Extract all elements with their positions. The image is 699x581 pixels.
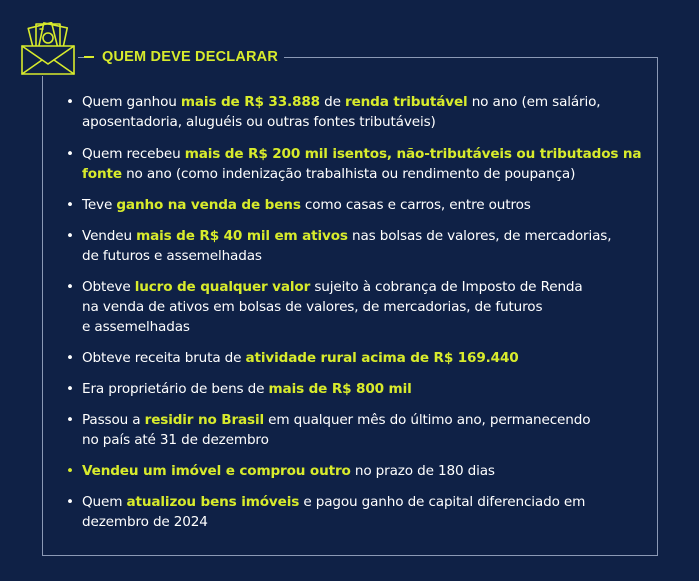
bullet-icon: • [66, 494, 74, 510]
highlight-text: mais de R$ 33.888 [180, 94, 320, 110]
item-text: Passou a [82, 412, 145, 428]
list-item-line [82, 144, 646, 164]
bullet-icon: • [66, 463, 74, 479]
highlight-text: lucro de qualquer valor [134, 279, 311, 295]
item-text: de futuros e assemelhadas [82, 248, 262, 264]
list-item-line [82, 512, 646, 532]
list-item [66, 277, 646, 337]
item-text: e assemelhadas [82, 319, 190, 335]
list-item-line [82, 277, 646, 297]
bullet-icon: • [66, 197, 74, 213]
bullet-icon: • [66, 94, 74, 110]
item-text: Teve [82, 197, 117, 213]
list-item-line [82, 430, 646, 450]
list-item-line [82, 195, 646, 215]
money-envelope-icon [18, 22, 78, 76]
item-text: Quem [82, 494, 127, 510]
item-text: Quem recebeu [82, 146, 185, 162]
list-item [66, 144, 646, 184]
item-text: Quem ganhou [82, 94, 181, 110]
highlight-text: residir no Brasil [144, 412, 264, 428]
list-item [66, 92, 646, 132]
item-text: nas bolsas de valores, de mercadorias, [347, 228, 612, 244]
item-text: como casas e carros, entre outros [300, 197, 531, 213]
header-dash [84, 56, 94, 58]
list-item-line [82, 410, 646, 430]
highlight-text: mais de R$ 800 mil [268, 381, 412, 397]
list-item [66, 410, 646, 450]
list-item-line [82, 246, 646, 266]
list-item-line [82, 297, 646, 317]
bullet-icon: • [66, 279, 74, 295]
highlight-text: atualizou bens imóveis [126, 494, 300, 510]
list-item-line [82, 461, 646, 481]
section-title: QUEM DEVE DECLARAR [102, 49, 278, 65]
list-item [66, 226, 646, 266]
list-item [66, 195, 646, 215]
highlight-text: fonte [82, 166, 122, 182]
bullet-icon: • [66, 228, 74, 244]
list-item [66, 379, 646, 399]
bullet-icon: • [66, 350, 74, 366]
item-text: Vendeu [82, 228, 137, 244]
bullet-icon: • [66, 412, 74, 428]
item-text: e pagou ganho de capital diferenciado em [299, 494, 586, 510]
section-header [84, 46, 284, 68]
highlight-text: Vendeu um imóvel e comprou outro [82, 463, 351, 479]
list-item [66, 461, 646, 481]
item-text: Obteve [82, 279, 135, 295]
list-item-line [82, 226, 646, 246]
requirements-list [66, 92, 646, 532]
list-item-line [82, 492, 646, 512]
item-text: de [319, 94, 346, 110]
highlight-text: atividade rural acima de R$ 169.440 [245, 350, 519, 366]
list-item-line [82, 164, 646, 184]
item-text: no ano (em salário, [467, 94, 601, 110]
item-text: sujeito à cobrança de Imposto de Renda [310, 279, 583, 295]
item-text: no ano (como indenização trabalhista ou rendimento de poupança) [121, 166, 576, 182]
item-text: na venda de ativos em bolsas de valores, de mercadorias, de futuros [82, 299, 543, 315]
item-text: dezembro de 2024 [82, 514, 208, 530]
item-text: aposentadoria, aluguéis ou outras fontes tributáveis) [82, 114, 436, 130]
highlight-text: ganho na venda de bens [116, 197, 301, 213]
list-item-line [82, 379, 646, 399]
item-text: Era proprietário de bens de [82, 381, 269, 397]
bullet-icon: • [66, 381, 74, 397]
highlight-text: mais de R$ 200 mil isentos, não-tributáveis ou tributados na [184, 146, 642, 162]
bullet-icon: • [66, 146, 74, 162]
item-text: no país até 31 de dezembro [82, 432, 269, 448]
list-item [66, 492, 646, 532]
list-item-line [82, 348, 646, 368]
highlight-text: mais de R$ 40 mil em ativos [136, 228, 348, 244]
list-item-line [82, 112, 646, 132]
item-text: em qualquer mês do último ano, permanecendo [264, 412, 591, 428]
list-item-line [82, 92, 646, 112]
item-text: no prazo de 180 dias [350, 463, 495, 479]
list-item [66, 348, 646, 368]
item-text: Obteve receita bruta de [82, 350, 246, 366]
highlight-text: renda tributável [345, 94, 468, 110]
list-item-line [82, 317, 646, 337]
